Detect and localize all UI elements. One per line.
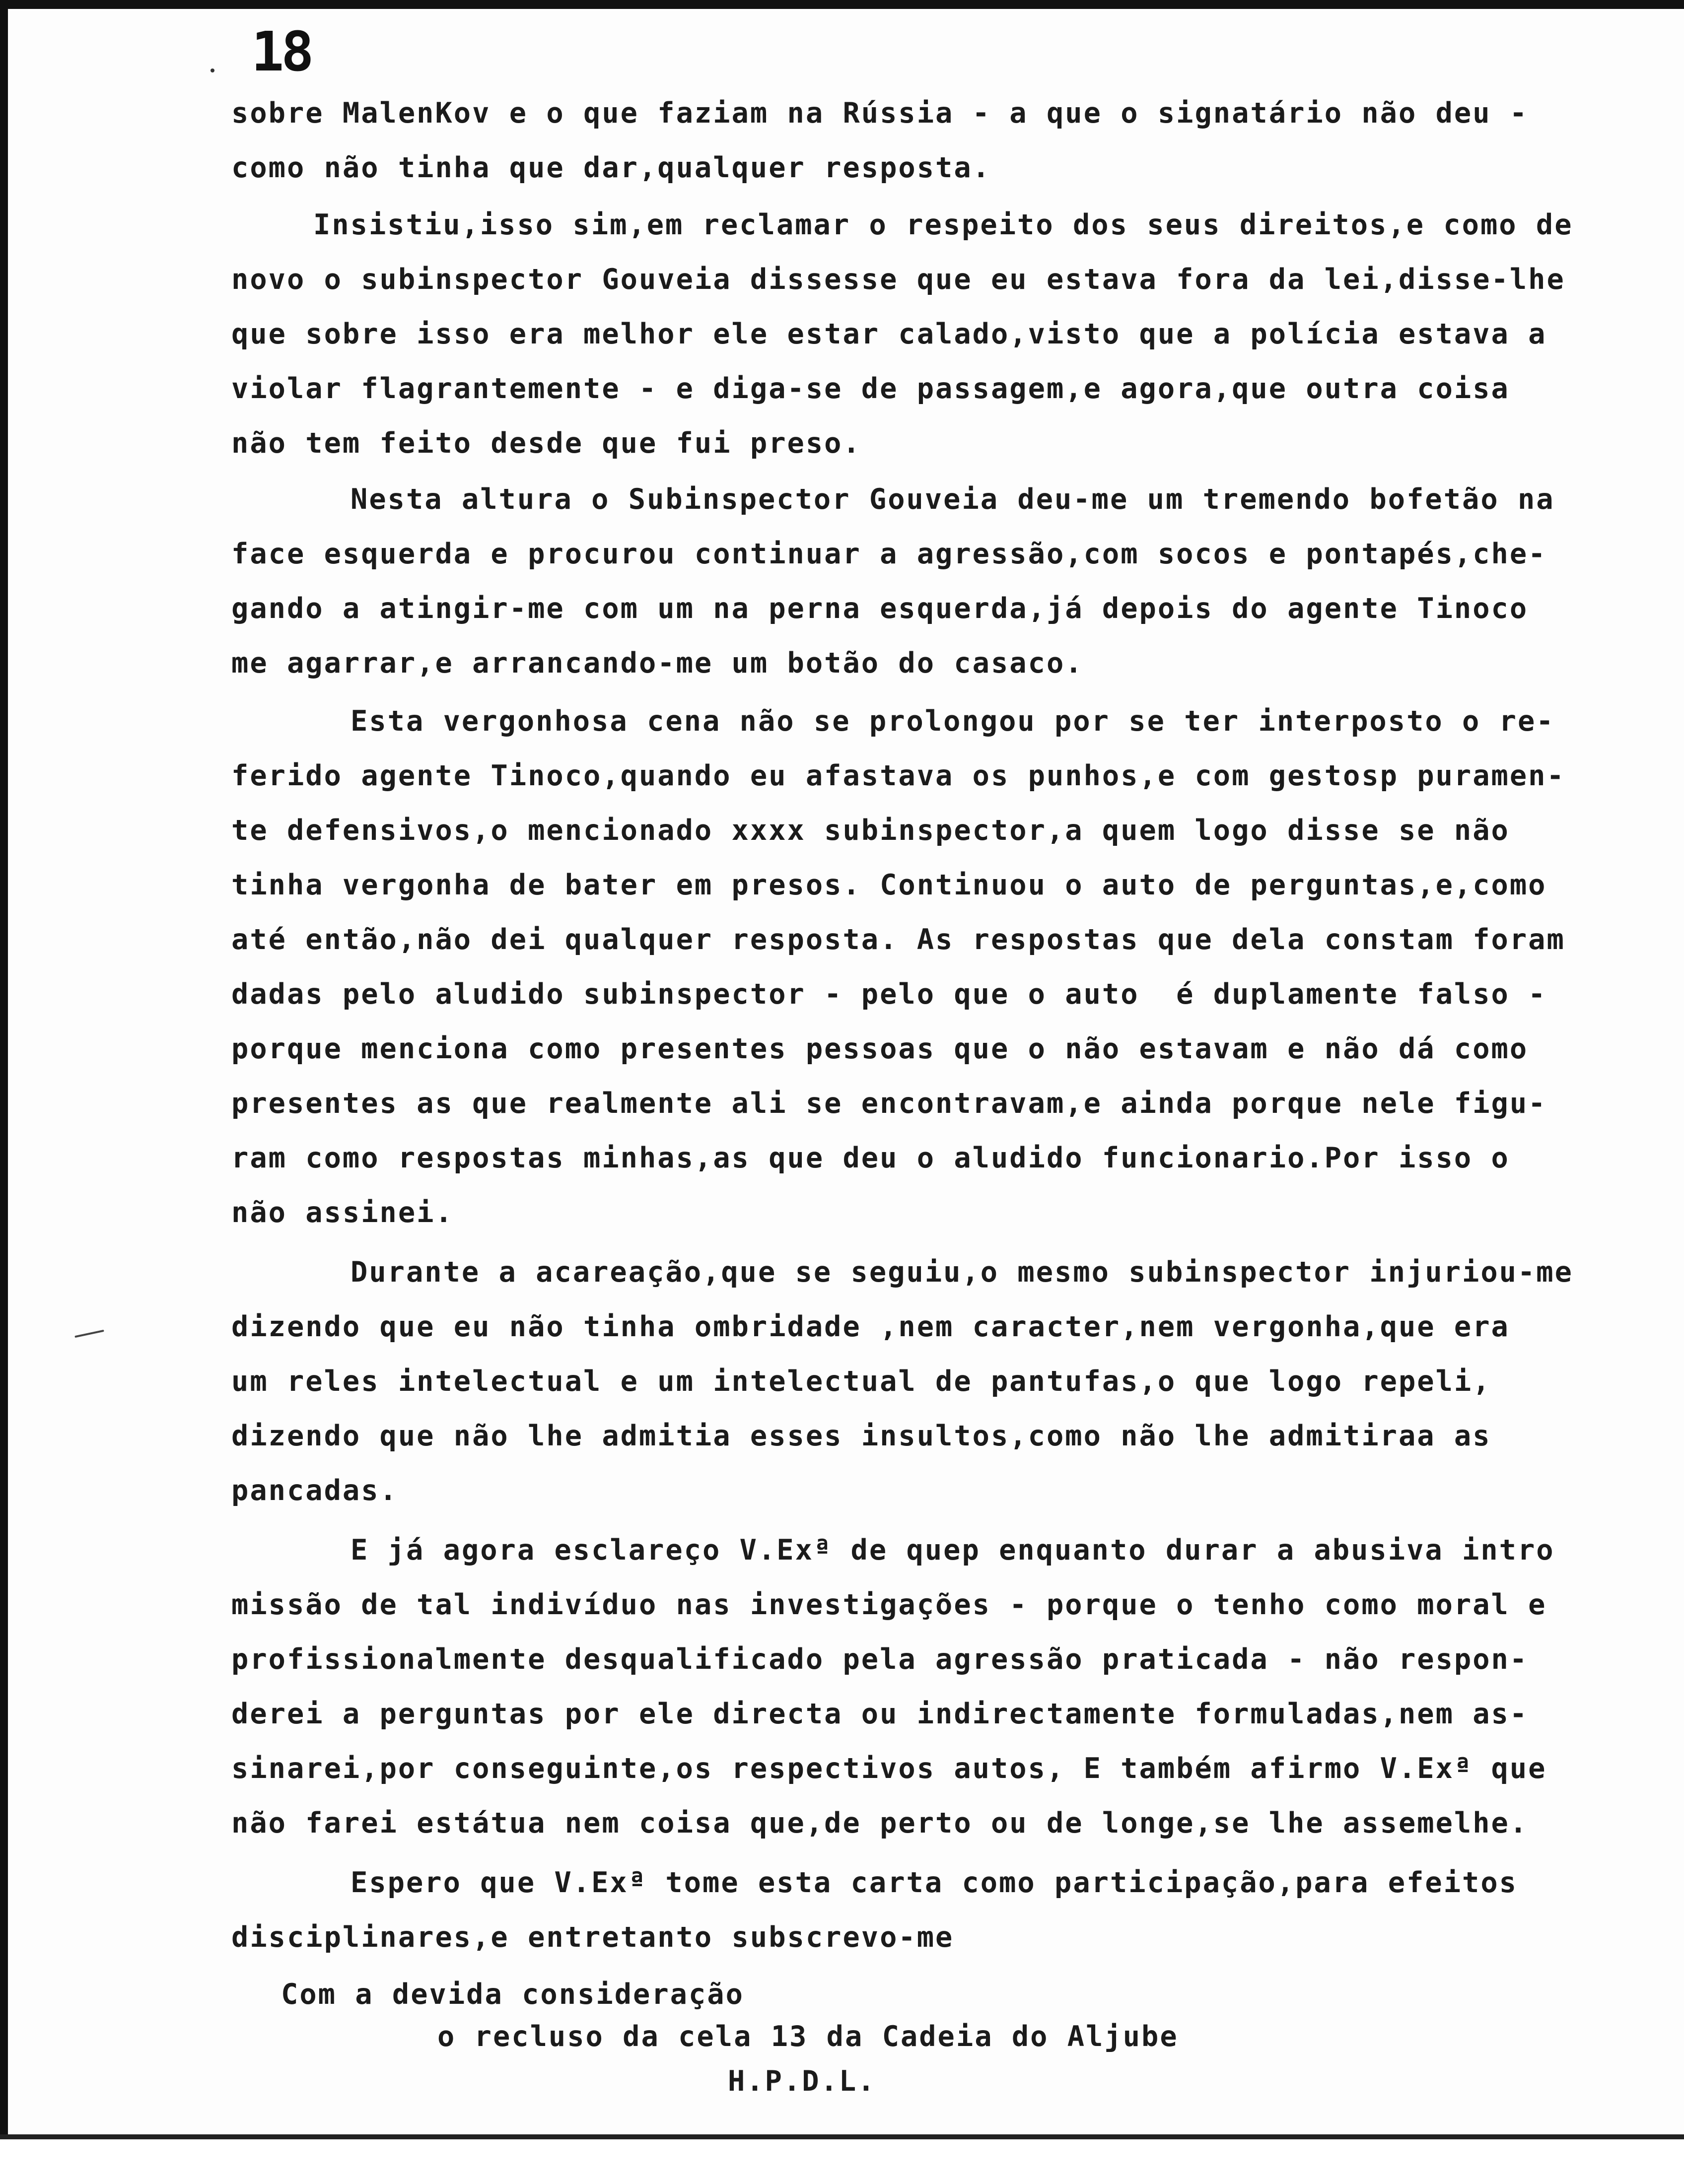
closing-initials: H.P.D.L. xyxy=(728,2065,876,2098)
text-line: pancadas. xyxy=(231,1474,398,1507)
text-line: Nesta altura o Subinspector Gouveia deu-me um tremendo bofetão na xyxy=(351,483,1555,516)
text-line: não assinei. xyxy=(231,1196,454,1229)
text-line: violar flagrantemente - e diga-se de passagem,e agora,que outra coisa xyxy=(231,372,1510,405)
text-line: dizendo que não lhe admitia esses insultos,como não lhe admitiraa as xyxy=(231,1420,1491,1452)
text-line: dizendo que eu não tinha ombridade ,nem caracter,nem vergonha,que era xyxy=(231,1310,1510,1343)
text-line: ferido agente Tinoco,quando eu afastava os punhos,e com gestosp puramen- xyxy=(231,759,1565,792)
text-line: como não tinha que dar,qualquer resposta. xyxy=(231,151,991,184)
text-line: até então,não dei qualquer resposta. As respostas que dela constam foram xyxy=(231,923,1565,956)
scan-border-bottom xyxy=(0,2134,1684,2139)
scan-border-top xyxy=(0,0,1684,9)
text-line: não farei estátua nem coisa que,de perto ou de longe,se lhe assemelhe. xyxy=(231,1807,1529,1840)
text-line: presentes as que realmente ali se encontravam,e ainda porque nele figu- xyxy=(231,1087,1547,1120)
text-line: face esquerda e procurou continuar a agressão,com socos e pontapés,che- xyxy=(231,538,1547,570)
scan-footer-margin xyxy=(0,2139,1684,2184)
text-line: profissionalmente desqualificado pela agressão praticada - não respon- xyxy=(231,1643,1529,1676)
closing-sender: o recluso da cela 13 da Cadeia do Aljube xyxy=(437,2020,1179,2053)
text-line: sinarei,por conseguinte,os respectivos autos, E também afirmo V.Exª que xyxy=(231,1752,1547,1785)
text-line: me agarrar,e arrancando-me um botão do casaco. xyxy=(231,647,1084,680)
text-line: novo o subinspector Gouveia dissesse que eu estava fora da lei,disse-lhe xyxy=(231,263,1565,296)
text-line: tinha vergonha de bater em presos. Continuou o auto de perguntas,e,como xyxy=(231,869,1547,901)
text-line: dadas pelo aludido subinspector - pelo que o auto é duplamente falso - xyxy=(231,978,1547,1011)
text-line: um reles intelectual e um intelectual de pantufas,o que logo repeli, xyxy=(231,1365,1491,1398)
text-line: Insistiu,isso sim,em reclamar o respeito dos seus direitos,e como de xyxy=(313,208,1573,241)
text-line: que sobre isso era melhor ele estar calado,visto que a polícia estava a xyxy=(231,318,1547,350)
text-line: missão de tal indivíduo nas investigações - porque o tenho como moral e xyxy=(231,1588,1547,1621)
text-line: ram como respostas minhas,as que deu o aludido funcionario.Por isso o xyxy=(231,1142,1510,1174)
text-line: Esta vergonhosa cena não se prolongou por se ter interposto o re- xyxy=(351,705,1555,738)
text-line: te defensivos,o mencionado xxxx subinspector,a quem logo disse se não xyxy=(231,814,1510,847)
text-line: Durante a acareação,que se seguiu,o mesmo subinspector injuriou-me xyxy=(351,1256,1573,1289)
closing-salutation: Com a devida consideração xyxy=(281,1978,744,2011)
text-line: E já agora esclareço V.Exª de quep enquanto durar a abusiva intro xyxy=(351,1534,1555,1567)
page-number: 18 xyxy=(251,20,311,83)
text-line: Espero que V.Exª tome esta carta como participação,para efeitos xyxy=(351,1866,1518,1899)
text-line: disciplinares,e entretanto subscrevo-me xyxy=(231,1921,954,1954)
text-line: porque menciona como presentes pessoas que o não estavam e não dá como xyxy=(231,1032,1529,1065)
text-line: gando a atingir-me com um na perna esquerda,já depois do agente Tinoco xyxy=(231,592,1529,625)
ink-speck xyxy=(210,68,214,72)
scan-border-left xyxy=(0,0,8,2184)
text-line: derei a perguntas por ele directa ou indirectamente formuladas,nem as- xyxy=(231,1698,1529,1730)
text-line: sobre MalenKov e o que faziam na Rússia - a que o signatário não deu - xyxy=(231,97,1529,130)
text-line: não tem feito desde que fui preso. xyxy=(231,427,861,460)
margin-mark xyxy=(74,1330,104,1338)
